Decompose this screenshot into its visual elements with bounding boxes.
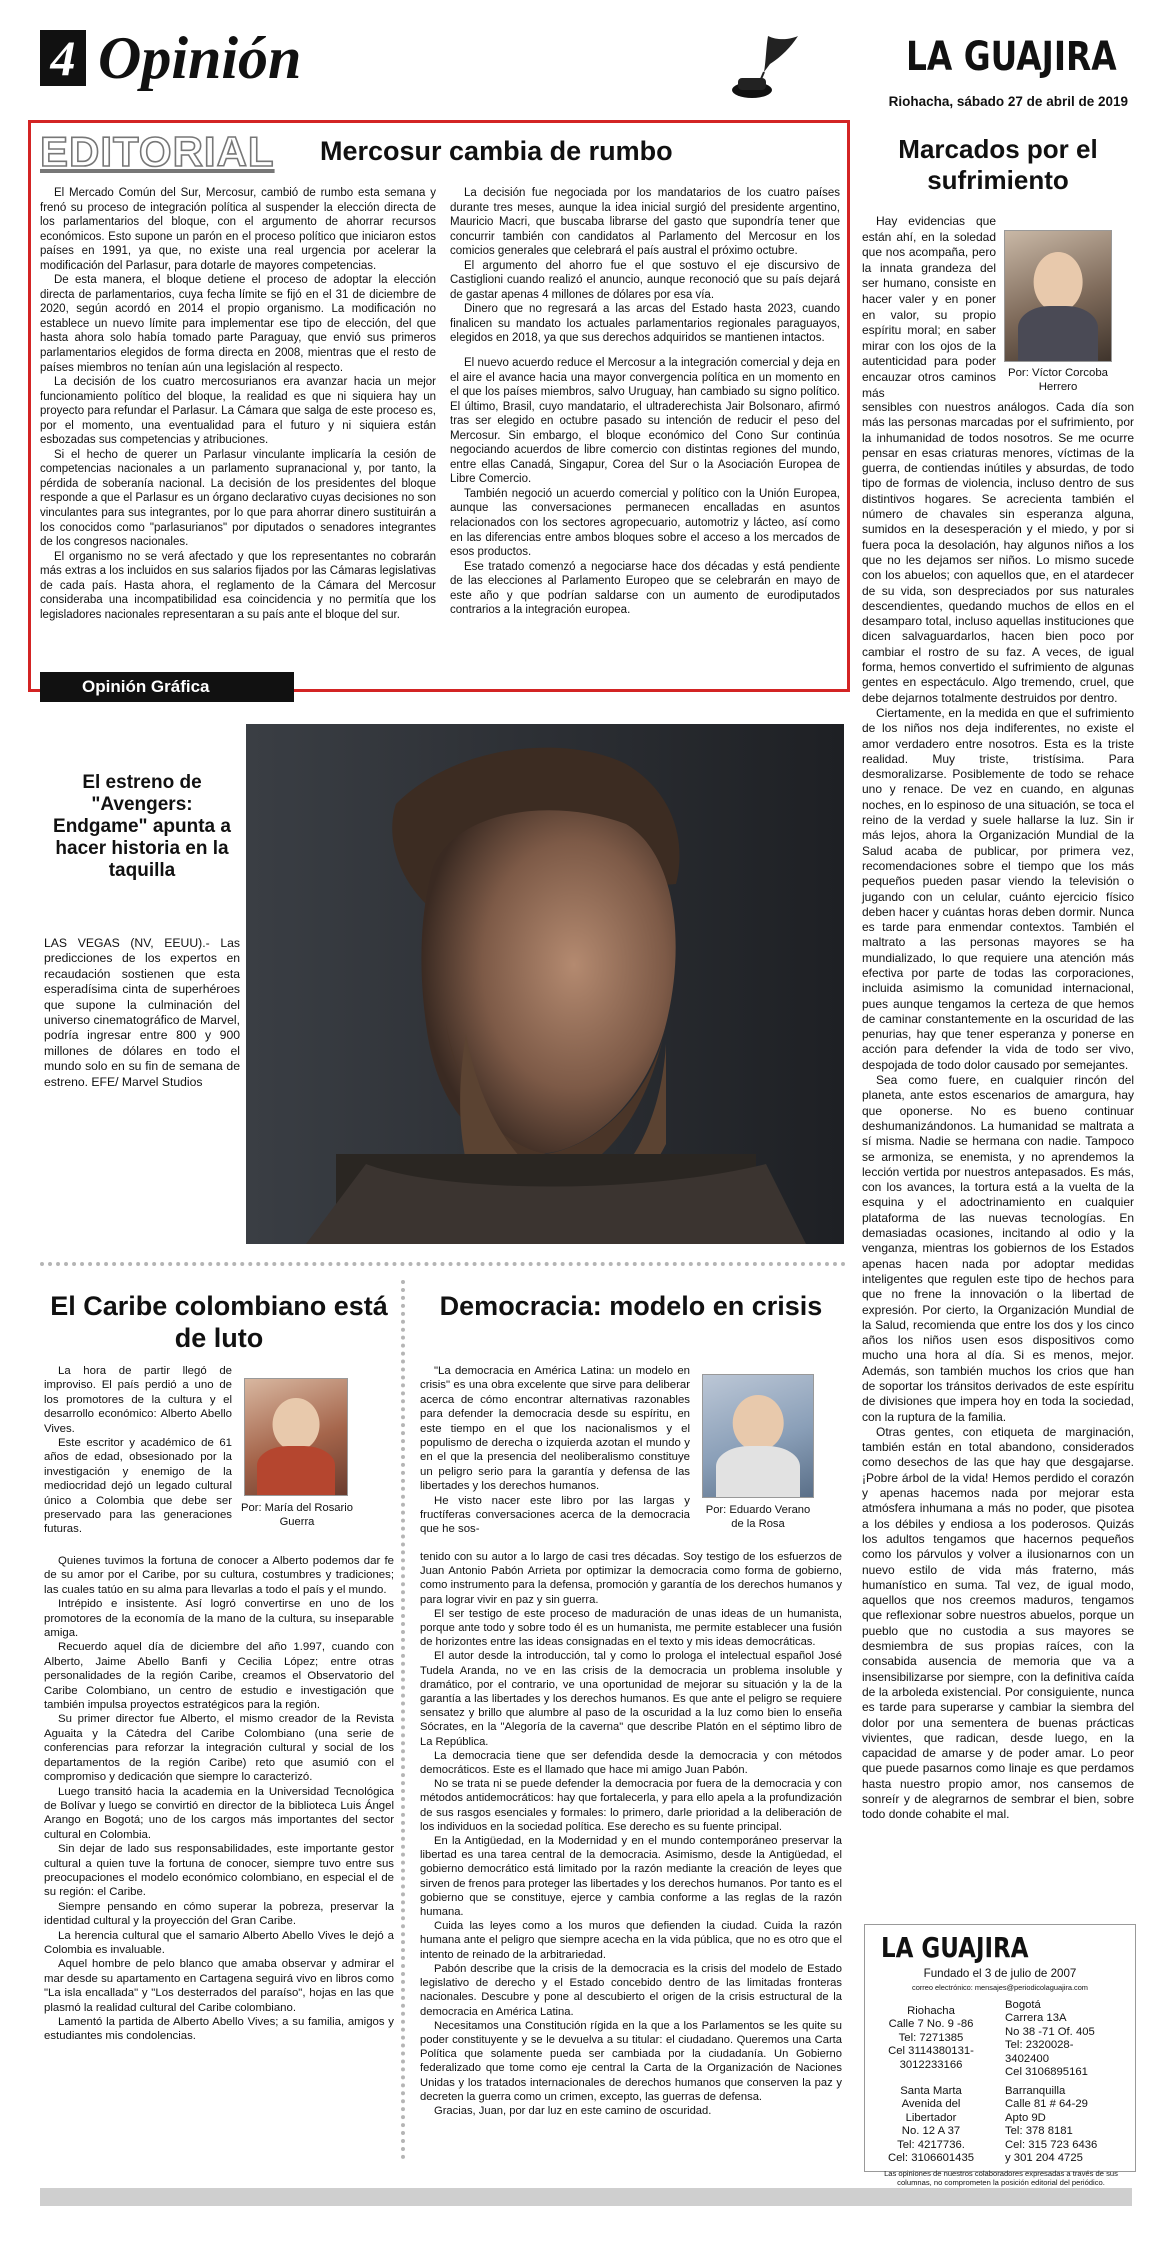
- paragraph: Necesitamos una Constitución rígida en la que a los Parlamentos se les quite su poder constituyente y se le devuelva a su titular: el ciudadano. Queremos una Carta Política que solamente pueda ser cambiada por la ciudadanía. Un Gobierno federalizado que tome como eje central la Carta de la Organización de Naciones Unidas y los tratados internacionales de derechos humanos que conserven la paz y decreten la guerra como un crimen, excepto, las guerras de defensa.: [420, 2019, 842, 2103]
- inkwell-quill-icon: [728, 34, 800, 100]
- section-divider: [40, 1262, 846, 1266]
- paragraph: El nuevo acuerdo reduce el Mercosur a la integración comercial y deja en el aire el avance hacia una mayor convergencia política en un momento en el que los países miembros, salvo Uruguay, han cambiado su signo político. El último, Brasil, cuyo mandatario, el ultraderechista Jair Bolsonaro, afirmó tras ser elegido en octubre pasado su intención de reducir el peso del Mercosur. Sin embargo, el bloque económico del Cono Sur continúa negociando acuerdos de libre comercio con distintas regiones del mundo, entre ellas Canadá, Singapur, Corea del Sur o la Asociación Europea de Libre Comercio.: [450, 357, 840, 486]
- staff-line: Tel: 378 8181: [1005, 2125, 1073, 2138]
- section-title: Opinión: [98, 25, 302, 91]
- page-number-box: [40, 30, 86, 86]
- grafica-headline: El estreno de "Avengers: Endgame" apunta a hacer historia en la taquilla: [53, 772, 231, 881]
- opinion-grafica-label: [40, 672, 294, 702]
- staff-founded: Fundado el 3 de julio de 2007: [923, 1967, 1077, 1980]
- staff-line: No 38 -71 Of. 405: [1005, 2025, 1095, 2038]
- staff-riohacha: [867, 2005, 995, 2072]
- staff-line: Calle 81 # 64-29: [1005, 2098, 1088, 2111]
- paragraph: El autor desde la introducción, tal y como lo prologa el intelectual español José Tudela Aranda, no ve en las crisis de la democracia un problema insoluble y dramático, por el contrario, ve una oportunidad de mejorar su situación y la de la garantía a las libertades y los derechos humanos. Es que ante el peligro se requiere sensatez y brillo que alumbre al paso de la oscuridad a la luz como bien lo enseña Sócrates, en la "Alegoría de la caverna" que describe Platón en el séptimo libro de La República.: [420, 1650, 842, 1748]
- paragraph: Otras gentes, con etiqueta de marginación, también están en total abandono, considerados como desechos de las que hay que desgajarse. ¡Pobre árbol de la vida! Hemos perdido el corazón y apenas hacemos nada por mejorar esta atmósfera inhumana a más no poder, que pisotea a los débiles y endiosa a los poderosos. Quizás los adultos tengamos que hacernos pequeños como los párvulos y volver a ilusionarnos con un nuevo estilo de vida más fraterno, más humanístico en suma. Tal vez, de igual modo, aquellos que nos creemos maduros, tengamos que reflexionar sobre nuestros abuelos, porque un pueblo que no custodia a sus mayores se desmiembra de sus propias raíces, con la consabida ausencia de memoria que va a insensibilizarse por siempre, con la definitiva caída de la arboleda existencial. Por consiguiente, nunca es tarde para superarse y cambiar la siembra del dolor por una sementera de buenas prácticas vivientes, que radican, desde luego, en la capacidad de amarse y de poder amar. Lo peor que puede pasarnos como linaje es que perdamos hasta nuestro propio amor, nos cansemos de sonreír y de alegrarnos de sembrar el bien, sobre todo donde cohabite el mal.: [862, 1424, 1134, 1822]
- paragraph: La decisión de los cuatro mercosurianos era avanzar hacia un mejor funcionamiento político del bloque, la realidad es que ni siquiera hay un proyecto para refundar el Parlasur. La Cámara que salga de este proceso es, por el momento, una eventualidad para el futuro y ni siquiera están esbozadas sus competencias y atribuciones.: [40, 376, 436, 447]
- paragraph: Dinero que no regresará a las arcas del Estado hasta 2023, cuando finalicen su mandato los actuales parlamentarios regionales paraguayos, elegidos en 2018, ya que sus derechos adquiridos se mantienen intactos.: [450, 303, 840, 345]
- paragraph: La decisión fue negociada por los mandatarios de los cuatro países durante tres meses, aunque la idea inicial surgió del presidente argentino, Mauricio Macri, que buscaba librarse del gasto que supondría tener que concurrir también con candidatos al Parlamento del Mercosur en los comicios generales que celebrará el país austral el próximo octubre.: [450, 187, 840, 258]
- staff-line: Cel: 3106601435: [887, 2152, 975, 2165]
- caribe-body: [44, 1554, 394, 2044]
- staff-line: Cel 3106895161: [1005, 2066, 1088, 2079]
- paper-logo: LA GUAJIRA: [906, 34, 1117, 80]
- paragraph: Sin dejar de lado sus responsabilidades, este importante gestor cultural a quien tuve la fortuna de conocer, siempre tuvo entre sus preocupaciones el modelo económico colombiano, en especial el de su región: el Caribe.: [44, 1843, 394, 1899]
- staff-line: Avenida del: [901, 2098, 961, 2111]
- democracia-intro: [420, 1364, 690, 1537]
- paragraph: No se trata ni se puede defender la democracia por fuera de la democracia y con métodos antidemocráticos: hay que fortalecerla, y para ello apela a la profundización de sus rasgos esenciales y formales: lo primero, darle prioridad a la deliberación de los individuos en la sociedad política. Ese derecho es su fuente principal.: [420, 1778, 842, 1833]
- paragraph: Aquel hombre de pelo blanco que amaba observar y admirar el mar desde su apartamento en Cartagena seguirá vivo en libros como "La isla encallada" y "Los desterrados del paraíso", hojas en las que plasmó la realidad cultural del Caribe colombiano.: [44, 1958, 394, 2014]
- staff-logo: LA GUAJIRA: [881, 1931, 1029, 1964]
- staff-line: Calle 7 No. 9 -86: [888, 2018, 974, 2031]
- paragraph: De esta manera, el bloque detiene el proceso de adoptar la elección directa de parlamentarios, cuya fecha límite se fijó en el 31 de diciembre de 2020, según acordó en 2014 el propio organismo. La modificación no establece un nuevo límite para implementar ese tipo de elección, del que hasta ahora solo había tomado parte Paraguay, que envió sus primeros parlamentarios elegidos de forma directa en 2008, mientras que el resto de países miembros no tenían aún una legislación al respecto.: [40, 274, 436, 374]
- paragraph: Ciertamente, en la medida en que el sufrimiento de los niños nos deja indiferentes, no existe el amor verdadero entre nosotros. Esta es la triste realidad. Muy triste, tristísima. Para desmoralizarse. Posiblemente de todo se rehace uno y renace. De vez en cuando, en algunas noches, en lo espinoso de una situación, se toca el reino de la verdad y suele hallarse la luz. Sin ir más lejos, ahora la Organización Mundial de la Salud acaba de publicar, por primera vez, recomendaciones sobre el tiempo que los más pequeños pueden pasar viendo la televisión o jugando con un celular, cuánto ejercicio físico deben hacer y cuántas horas deben dormir. Nunca es tarde para enmendar contextos. También el maltrato a las personas mayores se ha mundializado, lo que requiere una atención más efectiva por parte de todas las corporaciones, incluida asimismo la comunidad internacional, pues aunque tengamos la certeza de que hemos de caminar constantemente en la oscuridad de las penurias, hay que tener esperanza y ponerse en acción para defender la vida de todo ser vivo, despojada de todo dolor causado por semejantes.: [862, 705, 1134, 1072]
- paragraph: Cuida las leyes como a los muros que defienden la ciudad. Cuida la razón humana ante el peligro que siempre acecha en la vida pública, que no es otro que el intento de reinado de la arbitrariedad.: [420, 1920, 842, 1961]
- paragraph: La democracia tiene que ser defendida desde la democracia y con métodos democráticos. Este es el llamado que hace mi amigo Juan Pabón.: [420, 1749, 842, 1777]
- staff-line: y 301 204 4725: [1005, 2152, 1083, 2165]
- staff-line: Bogotá: [1005, 1999, 1041, 2011]
- paragraph: Siempre pensando en cómo superar la pobreza, preservar la identidad cultural y la proyección del Gran Caribe.: [44, 1900, 394, 1928]
- staff-barranquilla: [1005, 2085, 1133, 2165]
- paragraph: tenido con su autor a lo largo de casi tres décadas. Soy testigo de los esfuerzos de Juan Antonio Pabón Arrieta por optimizar la democracia como forma de gobierno, como instrumento para la defensa, promoción y garantía de los derechos humanos y para lograr vivir en paz y sin guerra.: [420, 1551, 842, 1606]
- staff-line: Barranquilla: [1005, 2085, 1066, 2097]
- editorial-title: Mercosur cambia de rumbo: [320, 136, 673, 166]
- democracia-body: [420, 1550, 842, 2118]
- marcados-title: Marcados por el sufrimiento: [898, 134, 1098, 195]
- paragraph: Su primer director fue Alberto, el mismo creador de la Revista Aguaita y la Cátedra del Caribe Colombiano (una serie de conferencias para reforzar la integración cultural y social de los departamentos de la región Caribe) reto que asumió con el compromiso y dedicación que siempre lo caracterizó.: [44, 1713, 394, 1784]
- staff-line: Libertador: [905, 2111, 957, 2124]
- paragraph: sensibles con nuestros análogos. Cada día son más las personas marcadas por el sufrimiento, por la inhumanidad de todos nosotros. Se me ocurre pensar en esas criaturas menores, víctimas de la guerra, de contiendas inútiles y absurdas, de todo tipo de formas de violencia, incluso dentro de sus distintivos hogares. Se acrecienta también el número de chavales sin esperanza alguna, sumidos en la desesperación y el miedo, y por si fuera poca la desolación, hay algunos niños a los que no les dejamos ser niños. Lo mismo sucede con los abuelos; con aquellos que, en el atardecer de su vida, son despreciados por sus naturales descendientes, quedando muchos de ellos en el desamparo total, incluso aquellas instituciones que dicen salvaguardarlos, hacen bien poco por cambiar el rostro de su faz. A veces, de igual forma, hemos convertido el sufrimiento de algunas gentes en espectáculo. Algo tremendo, cruel, que debe dejarnos totalmente destruidos por dentro.: [862, 400, 1134, 705]
- avengers-photo: [246, 724, 844, 1244]
- staff-line: Cel 3114380131-: [888, 2045, 974, 2058]
- staff-line: No. 12 A 37: [901, 2125, 961, 2138]
- editorial-column-1: [40, 186, 436, 622]
- page-number: 4: [50, 30, 76, 86]
- staff-line: Carrera 13A: [1005, 2012, 1067, 2025]
- paragraph: Luego transitó hacia la academia en la Universidad Tecnológica de Bolívar y luego se convirtió en director de la biblioteca Luis Ángel Arango en Bogotá; uno de los cargos más importantes del sector cultural en Colombia.: [44, 1785, 394, 1841]
- author-photo-verano: [702, 1374, 814, 1498]
- dateline: Riohacha, sábado 27 de abril de 2019: [888, 94, 1128, 109]
- paragraph: He visto nacer este libro por las largas y fructíferas conversaciones acerca de la democracia que he sos-: [420, 1494, 690, 1536]
- author-photo-corcoba: [1004, 230, 1112, 362]
- paragraph: Este escritor y académico de 61 años de edad, obsesionado por la investigación y enemigo de la mediocridad dejó un legado cultural único a Colombia que debe ser preservado para las generaciones futuras.: [44, 1437, 232, 1536]
- paragraph: También negoció un acuerdo comercial y político con la Unión Europea, aunque las conversaciones permanecen encalladas en asuntos relacionados con los sectores agropecuario, automotriz y lácteo, así como en las diferencias entre ambos bloques sobre el acceso a los mercados de esos productos.: [450, 487, 840, 559]
- paragraph: "La democracia en América Latina: un modelo en crisis" es una obra excelente que sirve para deliberar acerca de cómo encontrar alternativas razonables para defender la democracia desde su espíritu, en este tiempo en el que los nacionalismos y el populismo de derecha o izquierda azotan el mundo y en el que la presencia del neoliberalismo constituye un peligro serio para la garantía y defensa de las libertades y los derechos humanos.: [420, 1365, 690, 1493]
- author-caption-verano: Por: Eduardo Verano de la Rosa: [705, 1504, 811, 1530]
- footer-bar: [40, 2188, 1132, 2206]
- paragraph: Ese tratado comenzó a negociarse hace dos décadas y está pendiente de las elecciones al Parlamento Europeo que se celebrarán en mayo de este año y que podrían saldarse con un aumento de eurodiputados contrarios a la integración europea.: [450, 560, 840, 617]
- paragraph: La herencia cultural que el samario Alberto Abello Vives le dejó a Colombia es invaluable.: [44, 1929, 394, 1956]
- author-caption-guerra: Por: María del Rosario Guerra: [241, 1502, 353, 1528]
- grafica-caption: LAS VEGAS (NV, EEUU).- Las predicciones de los expertos en recaudación sostienen que esta esperadísima cinta de superhéroes que supone la culminación del universo cinematográfico de Marvel, podría ingresar entre 800 y 900 millones de dólares en todo el mundo solo en su fin de semana de estreno. EFE/ Marvel Studios: [44, 936, 240, 1089]
- paragraph: Sea como fuere, en cualquier rincón del planeta, ante estos escenarios de amargura, hay que oponerse. No es bueno continuar deshumanizándonos. La humanidad se maltrata a sí misma. Nadie se hermana con nadie. Tampoco se armoniza, se enemista, y no aprendemos la lección vertida por nuestros antepasados. Es más, con los avances, la tortura está a la vuelta de la esquina y el adoctrinamiento en cualquier plataforma de las nuevas tecnologías. En demasiadas ocasiones, incitando al odio y la venganza, mientras los gobiernos de los Estados apenas hacen nada por adoptar medidas inteligentes que regulen este tipo de hechos para que no frene la innovación o la libertad de expresión. Por cierto, la Organización Mundial de la Salud, recomienda que entre los dos y los cinco años los niños usen esos dispositivos como mucho una hora al día. Si es menos, mejor. Además, son también muchos los crios que han de soportar los tránsitos derivados de este espíritu de divisiones que impera hoy en toda la sociedad, con la ruptura de la familia.: [862, 1073, 1134, 1424]
- staff-santa-marta: [867, 2085, 995, 2165]
- editorial-label: EDITORIAL: [40, 128, 275, 175]
- staff-line: Tel: 4217736.: [897, 2138, 965, 2151]
- paragraph: Gracias, Juan, por dar luz en este camino de oscuridad.: [434, 2104, 712, 2117]
- caribe-intro: [44, 1364, 232, 1537]
- marcados-intro: Hay evidencias que están ahí, en la soledad que nos acompaña, pero la innata grandeza del ser humano, consiste en hacer valer y en poner en valor, su propio espíritu moral; en saber mirar con los ojos de la autenticidad para poder encauzar otros caminos más: [862, 214, 996, 400]
- paragraph: Recuerdo aquel día de diciembre del año 1.997, cuando con Alberto, Jaime Abello Banfi y Cecilia López; entre otras personalidades de la región Caribe, creamos el Observatorio del Caribe Colombiano, un centro de estudio e investigación que también impulsa proyectos estratégicos para la región.: [44, 1641, 394, 1712]
- caribe-title: El Caribe colombiano está de luto: [50, 1291, 388, 1353]
- paragraph: El Mercado Común del Sur, Mercosur, cambió de rumbo esta semana y frenó su proceso de integración política al suspender la elección directa de los parlamentarios del bloque, con el argumento de ahorrar recursos económicos. Esto supone un parón en el proceso político que iniciaron estos países en 1991, ya que, no existe una real urgencia por acelerar la modificación del Parlasur, para dotarle de mayores competencias.: [40, 187, 436, 272]
- portrait-illustration: [246, 724, 844, 1244]
- staff-line: Tel: 7271385: [898, 2031, 964, 2044]
- column-divider: [401, 1280, 405, 2160]
- editorial-column-2: [450, 186, 840, 618]
- staff-line: Tel: 2320028-: [1005, 2039, 1074, 2052]
- paragraph: Intrépido e insistente. Así logró convertirse en uno de los promotores de la economía de la mano de la cultura, su inseparable amiga.: [44, 1598, 394, 1640]
- staff-email: correo electrónico: mensajes@periodicolaguajira.com: [912, 1983, 1088, 1992]
- paragraph: Quienes tuvimos la fortuna de conocer a Alberto podemos dar fe de su amor por el Caribe, por su cultura, costumbres y tradiciones; las cuales tatúo en su alma para llevarlas a todo el país y el mundo.: [44, 1555, 394, 1596]
- paragraph: La hora de partir llegó de improviso. El país perdió a uno de los promotores de la cultura y el desarrollo económico: Alberto Abello Vives.: [44, 1365, 232, 1435]
- paragraph: Lamentó la partida de Alberto Abello Vives; a su familia, amigos y estudiantes mis condolencias.: [44, 2016, 394, 2043]
- author-caption-corcoba: Por: Víctor Corcoba Herrero: [1007, 367, 1109, 393]
- staff-line: Cel: 315 723 6436: [1005, 2138, 1098, 2151]
- marcados-body: [862, 400, 1134, 1823]
- staff-line: 3402400: [1005, 2052, 1049, 2065]
- staff-line: Santa Marta: [900, 2085, 962, 2097]
- paragraph: El organismo no se verá afectado y que los representantes no cobrarán más extras a los incluidos en sus salarios fijados por las Cámaras legislativas de cada país. Hasta ahora, el reglamento de la Cámara del Mercosur consideraba una incompatibilidad esa coincidencia y no permitía que los legisladores nacionales representaran a su país ante el bloque del sur.: [40, 550, 436, 621]
- author-photo-guerra: [244, 1378, 348, 1496]
- paragraph: Si el hecho de querer un Parlasur vinculante implicaría la cesión de competencias nacionales a un parlamento supranacional y, por tanto, la pérdida de soberanía nacional. La decisión de los presidentes del bloque responde a que el Parlasur es un órgano declarativo cuyas decisiones no son vinculantes para sus integrantes, por lo que para ahorrar dinero sustituirán a los conocidos como "parlasurianos" por diputados o senadores integrantes de los congresos nacionales.: [40, 448, 436, 549]
- staff-disclaimer: Las opiniones de nuestros colaboradores expresadas a través de sus columnas, no comprometen la posición editorial del periódico.: [884, 2169, 1118, 2187]
- paragraph: Pabón describe que la crisis de la democracia es la crisis del modelo de Estado legislativo de derecho y el Estado concebido dentro de las limitadas fronteras nacionales. Descubre y pone al descubierto el origen de la crisis estructural de la democracia en América Latina.: [420, 1962, 842, 2018]
- staff-box: [864, 1924, 1136, 2187]
- staff-line: 3012233166: [899, 2058, 963, 2071]
- opinion-grafica-label-text: Opinión Gráfica: [82, 677, 210, 696]
- paragraph: El argumento del ahorro fue el que sostuvo el eje discursivo de Castiglioni cuando realizó el anuncio, aunque reconoció que su país dejará de gastar apenas 4 millones de dólares por esa vía.: [450, 259, 840, 301]
- staff-line: Riohacha: [907, 2005, 955, 2017]
- paragraph: En la Antigüedad, en la Modernidad y en el mundo contemporáneo preservar la libertad es una tarea central de la democracia. Asimismo, desde la Antigüedad, el gobierno democrático está limitado por la razón mediante la creación de leyes que sirven de frenos para proteger las libertades y los derechos humanos. Por tanto es el gobierno que se constituye, ejerce y cambia conforme a las reglas de la razón humana.: [420, 1835, 842, 1919]
- staff-bogota: [1005, 1999, 1133, 2079]
- paragraph: El ser testigo de este proceso de maduración de unas ideas de un humanista, porque ante todo y sobre todo él es un humanista, me permite establecer una fusión de horizontes entre las ideas consignadas en el texto y mis ideas democráticas.: [420, 1607, 842, 1649]
- staff-line: Apto 9D: [1005, 2111, 1046, 2124]
- democracia-title: Democracia: modelo en crisis: [439, 1291, 823, 1321]
